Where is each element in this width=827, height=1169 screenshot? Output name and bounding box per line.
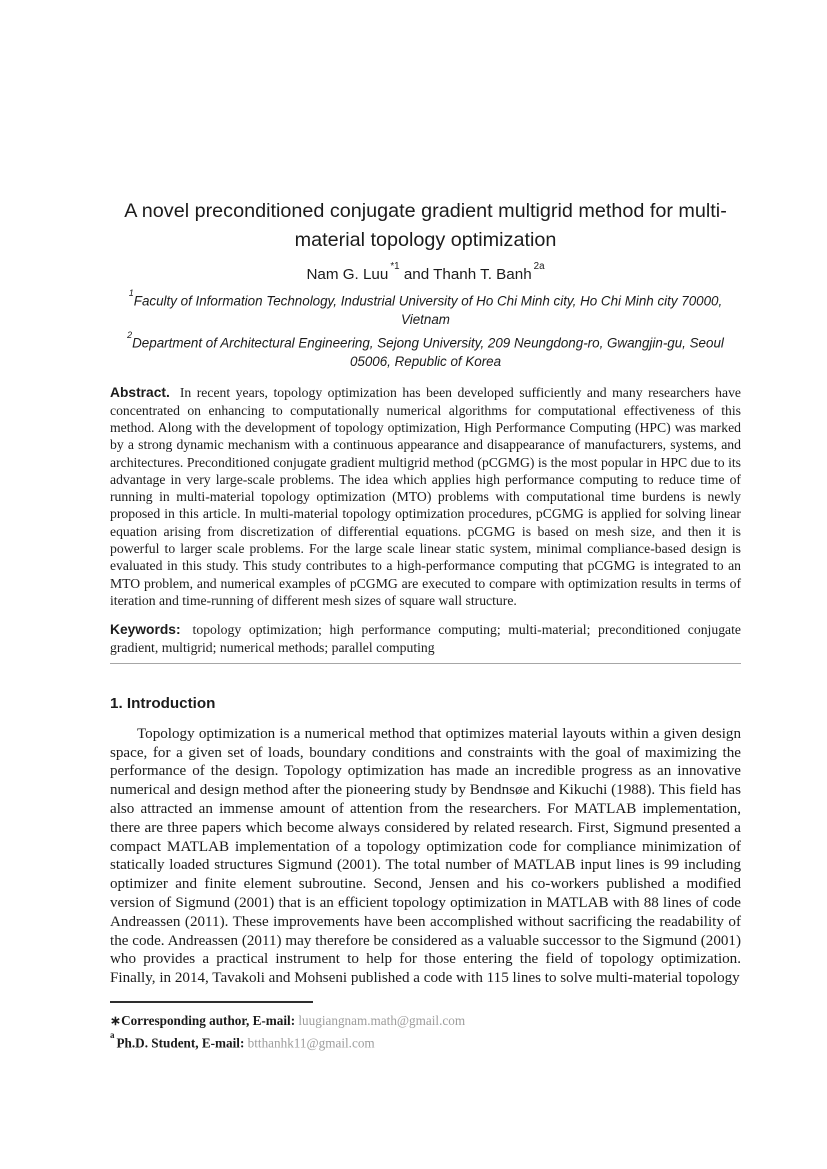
authors-connector: and	[403, 266, 430, 284]
affiliation-line-2	[110, 330, 741, 372]
footnote-1-email-link[interactable]: luugiangnam.math@gmail.com	[298, 1012, 466, 1028]
paper-title: A novel preconditioned conjugate gradient multigrid method for multi-material topology optimization	[124, 200, 727, 251]
author-name-2: Thanh T. Banh	[433, 266, 532, 284]
authors-line	[110, 260, 741, 284]
footnotes-section	[110, 1001, 741, 1052]
keywords-section	[110, 621, 741, 664]
section-heading-introduction: 1. Introduction	[110, 694, 216, 712]
affiliation-1-text: Faculty of Information Technology, Industrial University of Ho Chi Minh city, Ho Chi Minh city 70000, Vietnam	[133, 293, 723, 328]
keywords-text: topology optimization; high performance computing; multi-material; preconditioned conjugate gradient, multigrid; numerical methods; parallel computing	[110, 622, 741, 655]
text-column	[110, 0, 741, 1052]
affiliations-block	[110, 288, 741, 371]
footnote-2-marker: a	[110, 1029, 115, 1040]
abstract-label: Abstract.	[110, 385, 170, 401]
affiliation-1-superscript: 1	[128, 288, 134, 299]
keywords-label: Keywords:	[110, 622, 181, 638]
affiliation-2-text: Department of Architectural Engineering, Sejong University, 209 Neungdong-ro, Gwangjin-gu, Seoul 05006, Republic of Korea	[132, 335, 724, 369]
footnote-2-email-link[interactable]: btthanhk11@gmail.com	[247, 1035, 375, 1051]
author-name-1: Nam G. Luu	[306, 266, 389, 284]
footnote-line-corresponding-author	[110, 1011, 741, 1030]
author-2-superscript: 2a	[533, 260, 545, 272]
affiliation-line-1	[110, 288, 741, 330]
footnote-divider	[110, 1001, 313, 1003]
introduction-paragraph: Topology optimization is a numerical method that optimizes material layouts within a given design space, for a given set of loads, boundary conditions and constraints with the goal of maximizing the performance of the design. Topology optimization has made an incredible progress as an innovative numerical and design method after the pioneering study by Bendnsøe and Kikuchi (1988). This field has also attracted an immense amount of attention from the researchers. For MATLAB implementation, there are three papers which become always considered by related research. First, Sigmund presented a compact MATLAB implementation of a topology optimization code for compliance minimization of statically loaded structures Sigmund (2001). The total number of MATLAB input lines is 99 including optimizer and finite element subroutine. Second, Jensen and his co-workers published a modified version of Sigmund (2001) that is an efficient topology optimization in MATLAB with 88 lines of code Andreassen (2011). These improvements have been accomplished without sacrificing the readability of the code. Andreassen (2011) may therefore be considered as a valuable successor to the Sigmund (2001) who provides a practical instrument to help for those entering the field of topology optimization. Finally, in 2014, Tavakoli and Mohseni published a code with 115 lines to solve multi-material topology	[110, 725, 741, 987]
footnote-line-phd-student	[110, 1030, 741, 1052]
affiliation-2-superscript: 2	[127, 329, 133, 340]
footnote-1-marker: ∗	[110, 1012, 122, 1028]
author-1-superscript: *1	[390, 260, 400, 272]
abstract-text: In recent years, topology optimization has been developed sufficiently and many researchers have concentrated on enhancing to computationally numerical algorithms for computational effectiveness of this method. Along with the development of topology optimization, High Performance Computing (HPC) was marked by a strong dynamic mechanism with a continuous appearance and disappearance of manufacturers, systems, and architectures. Preconditioned conjugate gradient multigrid method (pCGMG) is the most popular in HPC due to its advantage in very large-scale problems. The idea which applies high performance computing to reduce time of running in multi-material topology optimization (MTO) problems with computational time burdens is newly proposed in this article. In multi-material topology optimization procedures, pCGMG is applied for solving linear equation arising from discretization of differential equations. pCGMG is based on mesh size, and then it is powerful to larger scale problems. For the large scale linear static system, minimal compliance-based design is evaluated in this study. This study contributes to a high-performance computing that pCGMG is integrated to an MTO problem, and numerical examples of pCGMG are executed to compare with optimization results in terms of iteration and time-running of different mesh sizes of square wall structure.	[110, 385, 741, 608]
footnote-2-label: Ph.D. Student, E-mail:	[116, 1035, 245, 1051]
footnote-1-label: Corresponding author, E-mail:	[121, 1012, 296, 1028]
abstract-section	[110, 384, 741, 609]
